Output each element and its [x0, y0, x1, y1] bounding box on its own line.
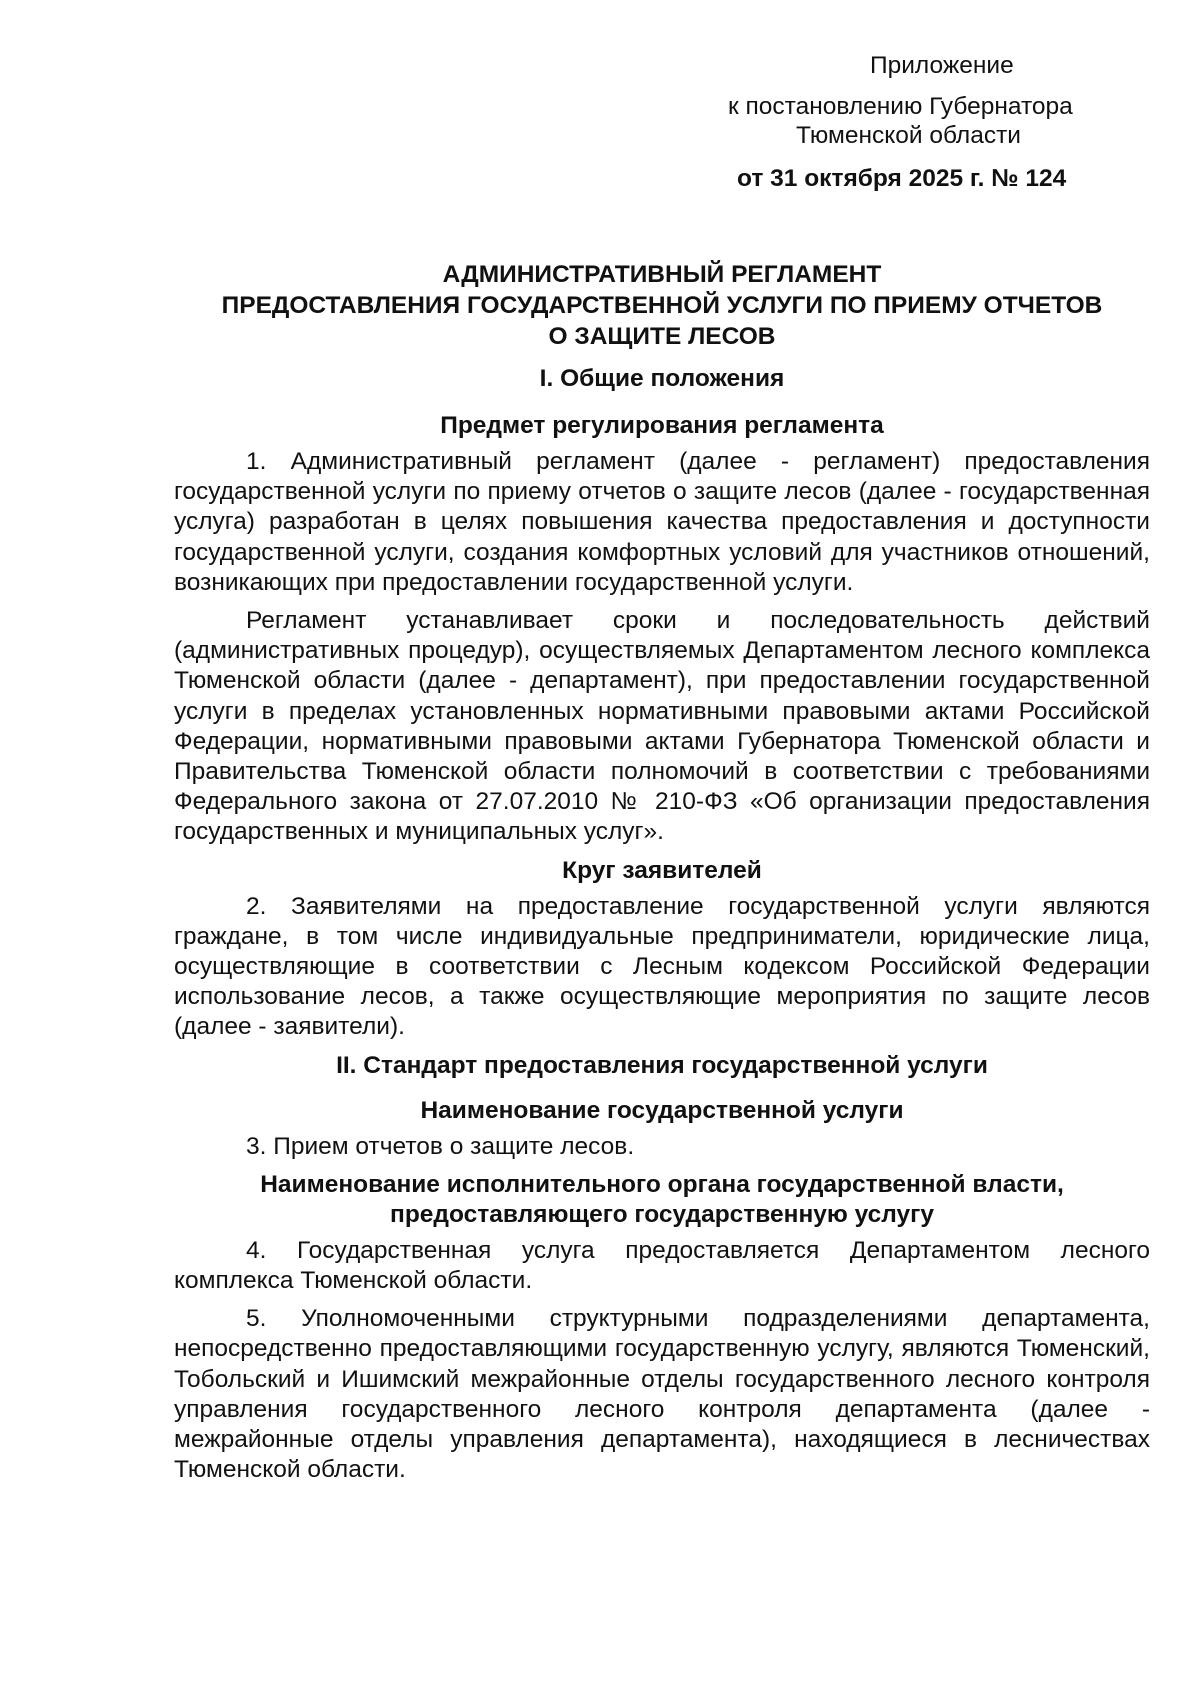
paragraph-regulation-scope: Регламент устанавливает сроки и последовательность действий (административных процедур), осуществляемых Департаментом лесного комплекса Тюменской области (далее - департамент), при предоставлении государственной услуги в пределах установленных нормативными правовыми актами Российской Федерации, нормативными правовыми актами Губернатора Тюменской области и Правительства Тюменской области полномочий в соответствии с требованиями Федерального закона от 27.07.2010 № 210-ФЗ «Об организации предоставления государственных и муниципальных услуг». — [174, 607, 1150, 846]
attachment-block — [174, 52, 1150, 207]
section-2-heading: II. Стандарт предоставления государственной услуги — [336, 1051, 988, 1079]
authority-heading-line-2: предоставляющего государственную услугу — [390, 1200, 934, 1228]
attachment-region-line: Тюменской области — [796, 122, 1021, 149]
section-1-heading: I. Общие положения — [539, 365, 785, 392]
title-line-2: ПРЕДОСТАВЛЕНИЯ ГОСУДАРСТВЕННОЙ УСЛУГИ ПО ПРИЕМУ ОТЧЕТОВ — [221, 292, 1103, 319]
paragraph-1: 1. Административный регламент (далее - регламент) предоставления государственной услуги по приему отчетов о защите лесов (далее - государственная услуга) разработан в целях повышения качества предоставления и доступности государственной услуги, создания комфортных условий для участников отношений, возникающих при предоставлении государственной услуги. — [174, 448, 1150, 596]
attachment-decree-line: к постановлению Губернатора — [728, 93, 1073, 120]
document-page — [174, 52, 1150, 1485]
service-name-heading: Наименование государственной услуги — [420, 1096, 904, 1124]
paragraph-5: 5. Уполномоченными структурными подразделениями департамента, непосредственно предоставляющими государственную услугу, являются Тюменский, Тобольский и Ишимский межрайонные отделы государственного лесного контроля управления государственного лесного контроля департамента (далее - межрайонные отделы управления департамента), находящиеся в лесничествах Тюменской области. — [174, 1305, 1150, 1484]
paragraph-2: 2. Заявителями на предоставление государственной услуги являются граждане, в том числе индивидуальные предприниматели, юридические лица, осуществляющие в соответствии с Лесным кодексом Российской Федерации использование лесов, а также осуществляющие мероприятия по защите лесов (далее - заявители). — [174, 892, 1150, 1041]
document-title — [174, 259, 1150, 352]
authority-heading — [174, 1170, 1150, 1230]
authority-heading-line-1: Наименование исполнительного органа государственной власти, — [260, 1170, 1064, 1198]
attachment-date-number: от 31 октября 2025 г. № 124 — [737, 165, 1067, 192]
title-line-1: АДМИНИСТРАТИВНЫЙ РЕГЛАМЕНТ — [442, 261, 882, 288]
applicants-heading: Круг заявителей — [562, 856, 762, 884]
paragraph-4: 4. Государственная услуга предоставляется Департаментом лесного комплекса Тюменской области. — [174, 1236, 1150, 1295]
title-line-3: О ЗАЩИТЕ ЛЕСОВ — [548, 323, 776, 350]
subject-heading: Предмет регулирования регламента — [440, 412, 884, 439]
paragraph-3: 3. Прием отчетов о защите лесов. — [246, 1132, 635, 1160]
attachment-label: Приложение — [870, 52, 1014, 79]
